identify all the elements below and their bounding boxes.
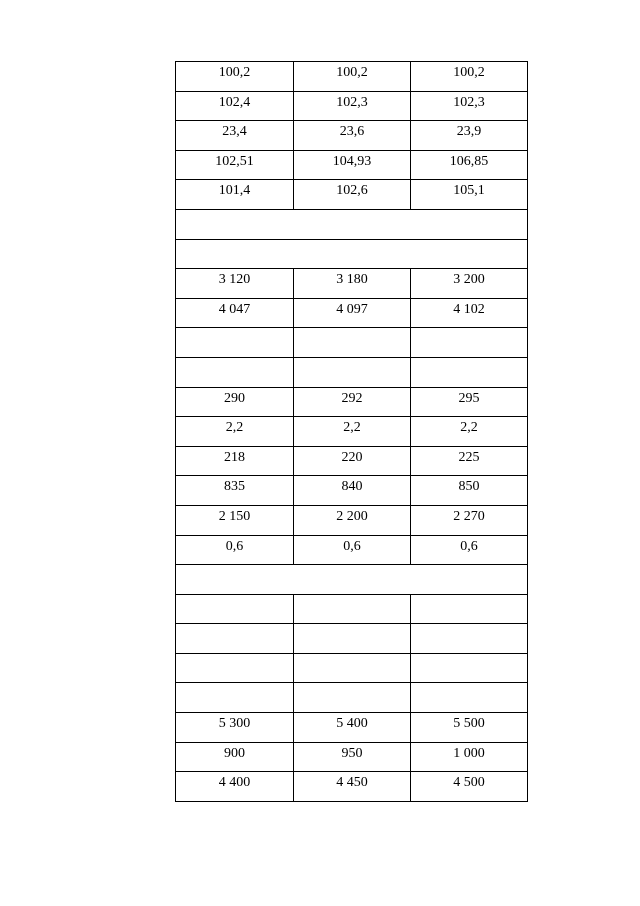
table-cell-col3: 105,1 (411, 180, 528, 210)
table-cell-col3: 3 200 (411, 269, 528, 299)
table-cell-col2: 3 180 (294, 269, 411, 299)
table-row (176, 713, 528, 743)
table-body (176, 62, 528, 802)
table-cell-col1: 2 150 (176, 505, 294, 535)
table-cell-col1: 835 (176, 476, 294, 506)
table-cell-col2 (294, 594, 411, 624)
table-cell-col1: 290 (176, 387, 294, 417)
table-cell-col3: 0,6 (411, 535, 528, 565)
merged-section-cell (176, 209, 528, 239)
table-cell-col1: 0,6 (176, 535, 294, 565)
table-cell-col1: 218 (176, 446, 294, 476)
table-cell-col1 (176, 624, 294, 654)
table-cell-col2 (294, 357, 411, 387)
table-cell-col3 (411, 594, 528, 624)
table-cell-col3: 4 102 (411, 298, 528, 328)
table-cell-col2: 4 097 (294, 298, 411, 328)
table-cell-col1 (176, 653, 294, 683)
table-row (176, 505, 528, 535)
table-cell-col2 (294, 624, 411, 654)
table-row (176, 683, 528, 713)
table-row (176, 150, 528, 180)
merged-section-cell (176, 239, 528, 269)
table-cell-col1: 900 (176, 742, 294, 772)
table-cell-col2: 0,6 (294, 535, 411, 565)
table-cell-col2: 292 (294, 387, 411, 417)
table-row (176, 91, 528, 121)
table-cell-col1: 2,2 (176, 417, 294, 447)
table-cell-col1: 23,4 (176, 121, 294, 151)
table-cell-col1: 100,2 (176, 62, 294, 92)
table-cell-col2: 5 400 (294, 713, 411, 743)
table-cell-col3: 1 000 (411, 742, 528, 772)
table-row (176, 180, 528, 210)
table-cell-col3: 4 500 (411, 772, 528, 802)
table-cell-col3 (411, 653, 528, 683)
table-cell-col1: 3 120 (176, 269, 294, 299)
table-row (176, 328, 528, 358)
table-cell-col2: 4 450 (294, 772, 411, 802)
table-row (176, 446, 528, 476)
table-cell-col2: 220 (294, 446, 411, 476)
table-row (176, 357, 528, 387)
table-cell-col3: 225 (411, 446, 528, 476)
table-cell-col1: 101,4 (176, 180, 294, 210)
table-cell-col1: 4 047 (176, 298, 294, 328)
table-cell-col2: 102,3 (294, 91, 411, 121)
table-row (176, 239, 528, 269)
table-cell-col3 (411, 624, 528, 654)
table-row (176, 476, 528, 506)
table-cell-col3: 102,3 (411, 91, 528, 121)
table-cell-col2: 950 (294, 742, 411, 772)
merged-section-cell (176, 565, 528, 595)
table-row (176, 121, 528, 151)
table-cell-col1: 102,4 (176, 91, 294, 121)
table-cell-col3 (411, 683, 528, 713)
table-row (176, 387, 528, 417)
table-cell-col3: 2,2 (411, 417, 528, 447)
table-cell-col1 (176, 594, 294, 624)
table-cell-col3: 5 500 (411, 713, 528, 743)
table-row (176, 624, 528, 654)
table-cell-col3: 106,85 (411, 150, 528, 180)
table-cell-col2: 2 200 (294, 505, 411, 535)
table-cell-col3 (411, 328, 528, 358)
table-cell-col2: 2,2 (294, 417, 411, 447)
table-cell-col2: 840 (294, 476, 411, 506)
table-cell-col3 (411, 357, 528, 387)
table-row (176, 565, 528, 595)
table-cell-col2: 104,93 (294, 150, 411, 180)
table-row (176, 742, 528, 772)
table-cell-col3: 23,9 (411, 121, 528, 151)
table-cell-col3: 2 270 (411, 505, 528, 535)
table-row (176, 535, 528, 565)
table-cell-col1: 5 300 (176, 713, 294, 743)
table-cell-col1 (176, 357, 294, 387)
table-row (176, 772, 528, 802)
table-cell-col2: 100,2 (294, 62, 411, 92)
table-row (176, 209, 528, 239)
table-cell-col1: 4 400 (176, 772, 294, 802)
table-cell-col2 (294, 653, 411, 683)
table-cell-col1: 102,51 (176, 150, 294, 180)
table-cell-col3: 100,2 (411, 62, 528, 92)
table-row (176, 298, 528, 328)
table-cell-col2 (294, 328, 411, 358)
table-cell-col3: 850 (411, 476, 528, 506)
table-cell-col2: 102,6 (294, 180, 411, 210)
table-row (176, 62, 528, 92)
table-row (176, 417, 528, 447)
table-row (176, 269, 528, 299)
table-cell-col1 (176, 328, 294, 358)
table-cell-col2: 23,6 (294, 121, 411, 151)
table-cell-col3: 295 (411, 387, 528, 417)
table-cell-col2 (294, 683, 411, 713)
table-row (176, 653, 528, 683)
table-row (176, 594, 528, 624)
forecast-table (175, 61, 528, 802)
table-cell-col1 (176, 683, 294, 713)
